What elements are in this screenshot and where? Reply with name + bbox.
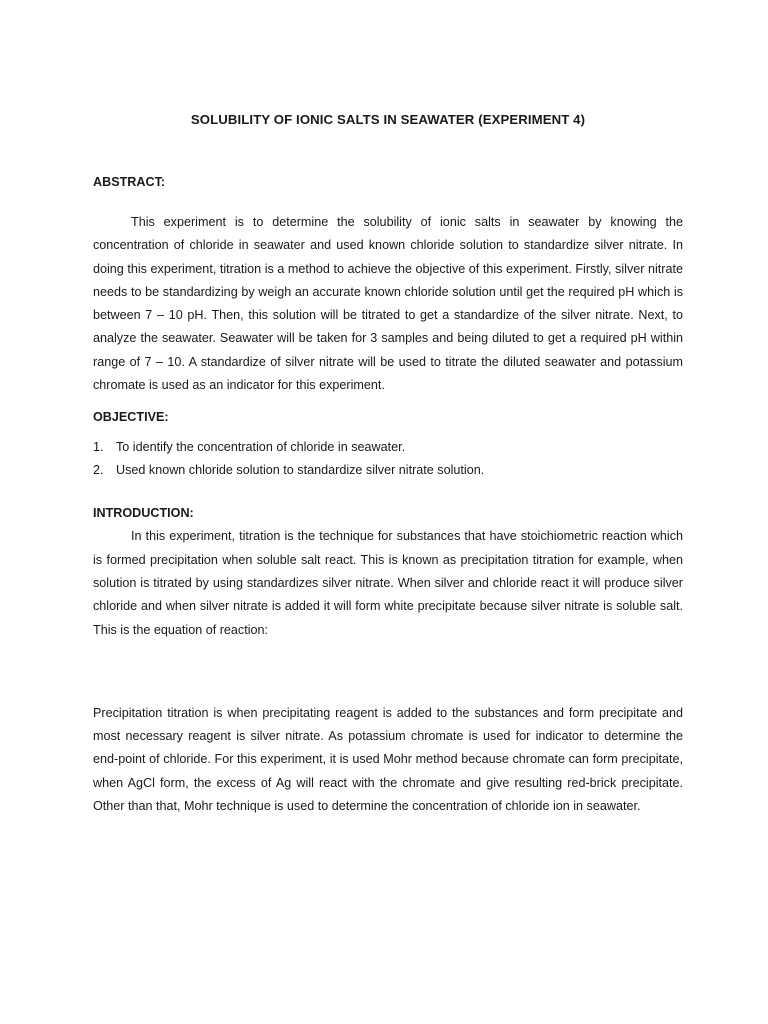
- objective-item: [93, 436, 683, 459]
- objective-item-text: Used known chloride solution to standardize silver nitrate solution.: [116, 463, 485, 478]
- objective-heading: OBJECTIVE:: [93, 410, 169, 425]
- document-body: [93, 108, 683, 818]
- abstract-paragraph: This experiment is to determine the solubility of ionic salts in seawater by knowing the concentration of chloride in seawater and used known chloride solution to standardize silver nitrate. In doing this experiment, titration is a method to achieve the objective of this experiment. Firstly, silver nitrate needs to be standardizing by weigh an accurate known chloride solution until get the required pH which is between 7 – 10 pH. Then, this solution will be titrated to get a standardize of the silver nitrate. Next, to analyze the seawater. Seawater will be taken for 3 samples and being diluted to get a required pH within range of 7 – 10. A standardize of silver nitrate will be used to titrate the diluted seawater and potassium chromate is used as an indicator for this experiment.: [93, 215, 683, 393]
- introduction-paragraph: In this experiment, titration is the technique for substances that have stoichiometric reaction which is formed precipitation when soluble salt react. This is known as precipitation titration for example, when solution is titrated by using standardizes silver nitrate. When silver and chloride react it will produce silver chloride and when silver nitrate is added it will form white precipitate because silver nitrate is soluble salt. This is the equation of reaction:: [93, 529, 683, 637]
- objective-item-text: To identify the concentration of chloride in seawater.: [116, 440, 406, 455]
- objective-item: [93, 459, 683, 482]
- abstract-heading: ABSTRACT:: [93, 175, 166, 189]
- precipitation-paragraph: Precipitation titration is when precipitating reagent is added to the substances and form precipitate and most necessary reagent is silver nitrate. As potassium chromate is used for indicator to determine the end-point of chloride. For this experiment, it is used Mohr method because chromate can form precipitate, when AgCl form, the excess of Ag will react with the chromate and give resulting red-brick precipitate. Other than that, Mohr technique is used to determine the concentration of chloride ion in seawater.: [93, 705, 683, 814]
- objective-list: [93, 436, 683, 482]
- objective-item-number: 2.: [93, 463, 104, 478]
- introduction-heading: INTRODUCTION:: [93, 506, 194, 521]
- objective-item-number: 1.: [93, 440, 104, 455]
- document-title: SOLUBILITY OF IONIC SALTS IN SEAWATER (EXPERIMENT 4): [190, 112, 586, 127]
